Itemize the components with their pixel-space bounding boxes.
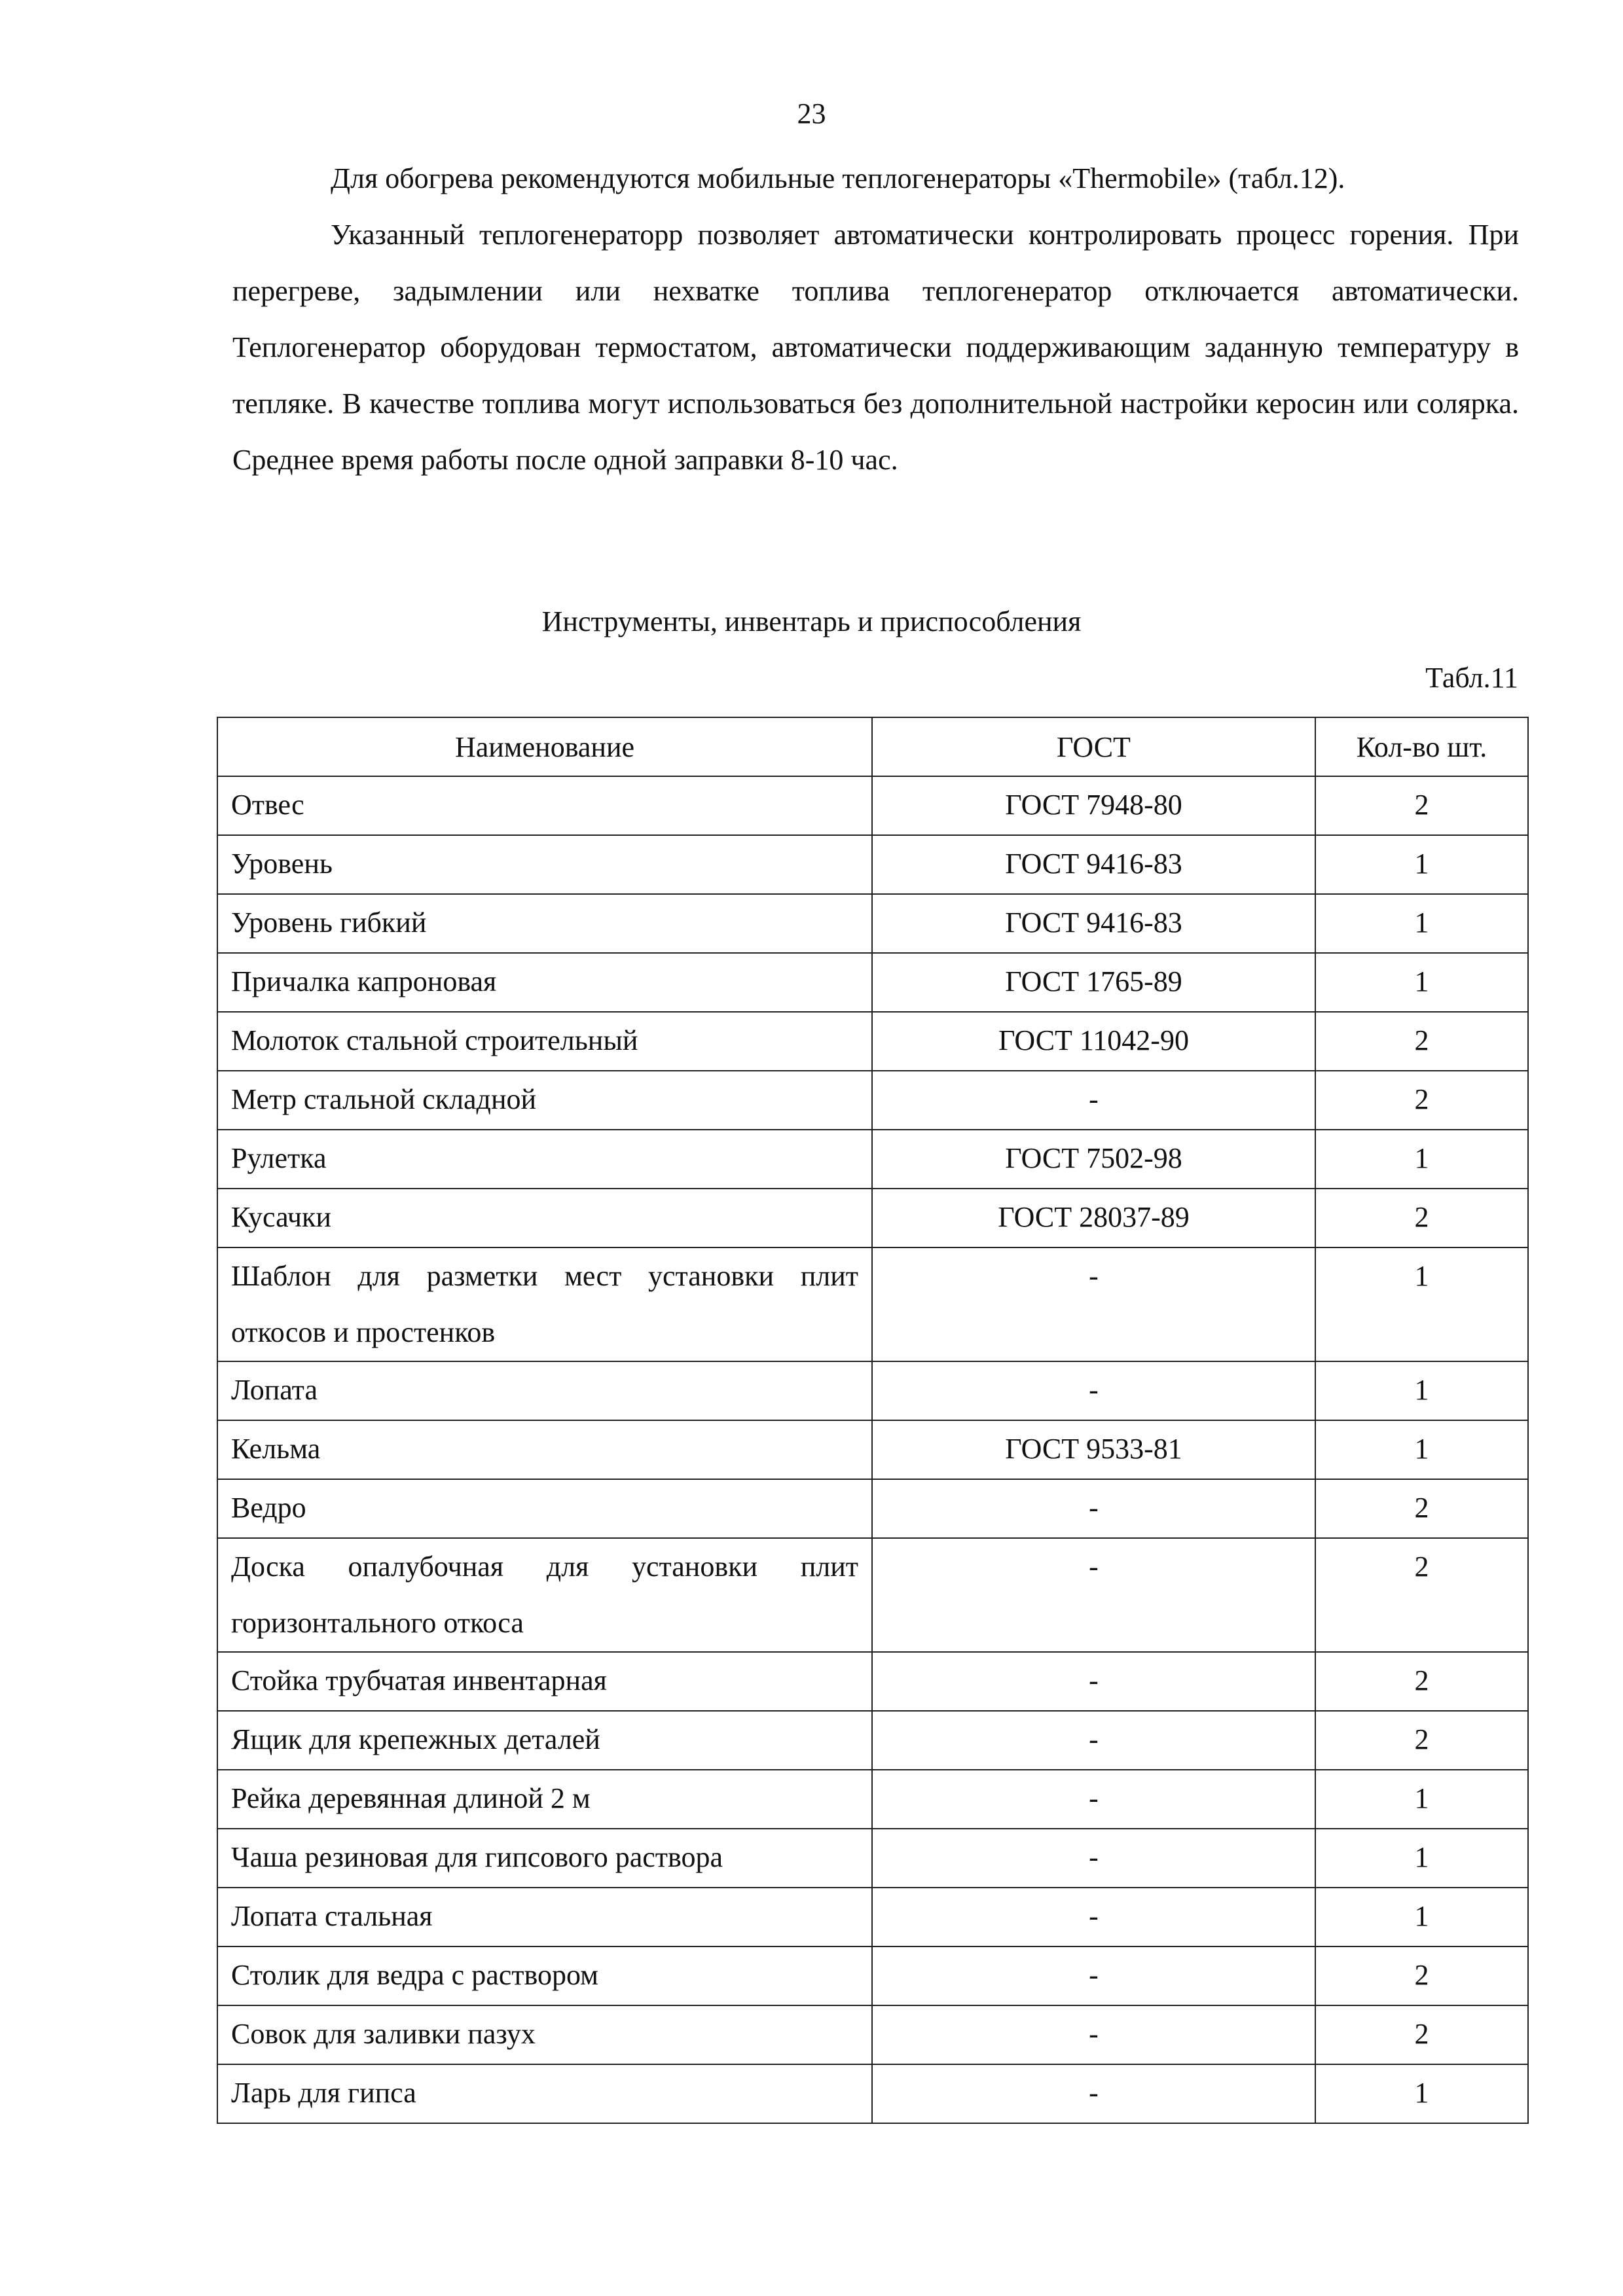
table-row (217, 1130, 1528, 1189)
cell-gost: - (872, 1361, 1315, 1420)
cell-name: Лопата стальная (217, 1888, 872, 1946)
cell-gost: ГОСТ 9533-81 (872, 1420, 1315, 1479)
cell-qty: 2 (1315, 1071, 1528, 1130)
table-row (217, 1247, 1528, 1361)
table-row (217, 1770, 1528, 1829)
cell-qty: 1 (1315, 1888, 1528, 1946)
cell-name: Стойка трубчатая инвентарная (217, 1652, 872, 1711)
cell-qty: 2 (1315, 1946, 1528, 2005)
table-row (217, 1361, 1528, 1420)
cell-name: Отвес (217, 776, 872, 835)
table-body (217, 776, 1528, 2123)
cell-gost: ГОСТ 7502-98 (872, 1130, 1315, 1189)
cell-name: Доска опалубочная для установки плит горизонтального откоса (217, 1538, 872, 1652)
cell-gost: ГОСТ 1765-89 (872, 953, 1315, 1012)
table-row (217, 1711, 1528, 1770)
table-row (217, 1829, 1528, 1888)
cell-name: Совок для заливки пазух (217, 2005, 872, 2064)
table-row (217, 835, 1528, 894)
cell-gost: - (872, 2005, 1315, 2064)
tools-table (217, 717, 1529, 2124)
cell-qty: 1 (1315, 1361, 1528, 1420)
cell-name: Молоток стальной строительный (217, 1012, 872, 1071)
cell-gost: - (872, 1538, 1315, 1652)
table-row (217, 2064, 1528, 2123)
cell-gost: ГОСТ 9416-83 (872, 835, 1315, 894)
cell-gost: ГОСТ 9416-83 (872, 894, 1315, 953)
cell-name: Метр стальной складной (217, 1071, 872, 1130)
table-number: Табл.11 (1425, 662, 1518, 694)
cell-gost: - (872, 1479, 1315, 1538)
cell-name: Ларь для гипса (217, 2064, 872, 2123)
cell-qty: 1 (1315, 1420, 1528, 1479)
cell-name: Чаша резиновая для гипсового раствора (217, 1829, 872, 1888)
cell-gost: - (872, 1711, 1315, 1770)
cell-qty: 2 (1315, 1012, 1528, 1071)
cell-name: Ведро (217, 1479, 872, 1538)
cell-qty: 1 (1315, 1770, 1528, 1829)
table-row (217, 1946, 1528, 2005)
cell-gost: - (872, 1071, 1315, 1130)
cell-name: Шаблон для разметки мест установки плит откосов и простенков (217, 1247, 872, 1361)
cell-gost: ГОСТ 11042-90 (872, 1012, 1315, 1071)
cell-qty: 2 (1315, 1538, 1528, 1652)
cell-name: Рейка деревянная длиной 2 м (217, 1770, 872, 1829)
cell-gost: ГОСТ 28037-89 (872, 1189, 1315, 1247)
cell-gost: - (872, 1888, 1315, 1946)
table-row (217, 894, 1528, 953)
cell-name: Ящик для крепежных деталей (217, 1711, 872, 1770)
page-number: 23 (797, 98, 826, 130)
cell-qty: 1 (1315, 894, 1528, 953)
cell-name: Кельма (217, 1420, 872, 1479)
cell-qty: 1 (1315, 953, 1528, 1012)
body-text (232, 151, 1519, 488)
cell-qty: 1 (1315, 1247, 1528, 1361)
cell-qty: 1 (1315, 1829, 1528, 1888)
cell-qty: 2 (1315, 1189, 1528, 1247)
cell-name: Уровень (217, 835, 872, 894)
cell-gost: ГОСТ 7948-80 (872, 776, 1315, 835)
table-row (217, 1888, 1528, 1946)
cell-gost: - (872, 1946, 1315, 2005)
cell-gost: - (872, 1652, 1315, 1711)
cell-name: Кусачки (217, 1189, 872, 1247)
cell-gost: - (872, 1770, 1315, 1829)
paragraph: Для обогрева рекомендуются мобильные теплогенераторы «Thermobile» (табл.12). (331, 162, 1345, 194)
cell-name: Уровень гибкий (217, 894, 872, 953)
table-row (217, 1652, 1528, 1711)
table-row (217, 1420, 1528, 1479)
cell-gost: - (872, 1829, 1315, 1888)
table-row (217, 953, 1528, 1012)
cell-qty: 2 (1315, 1652, 1528, 1711)
table-row (217, 2005, 1528, 2064)
column-header-gost: ГОСТ (872, 717, 1315, 776)
cell-gost: - (872, 2064, 1315, 2123)
table-row (217, 1479, 1528, 1538)
column-header-quantity: Кол-во шт. (1315, 717, 1528, 776)
paragraph: Указанный теплогенераторр позволяет автоматически контролировать процесс горения. При перегреве, задымлении или нехватке топлива теплогенератор отключается автоматически. Теплогенератор оборудован термостатом, автоматически поддерживающим заданную температуру в тепляке. В качестве топлива могут использоваться без дополнительной настройки керосин или солярка. Среднее время работы после одной заправки 8-10 час. (232, 219, 1519, 476)
cell-qty: 2 (1315, 776, 1528, 835)
cell-name: Причалка капроновая (217, 953, 872, 1012)
cell-name: Рулетка (217, 1130, 872, 1189)
cell-name: Столик для ведра с раствором (217, 1946, 872, 2005)
cell-gost: - (872, 1247, 1315, 1361)
column-header-name: Наименование (217, 717, 872, 776)
cell-qty: 2 (1315, 1479, 1528, 1538)
table-header-row (217, 717, 1528, 776)
cell-qty: 1 (1315, 2064, 1528, 2123)
table-title: Инструменты, инвентарь и приспособления (541, 605, 1082, 637)
table-row (217, 1012, 1528, 1071)
cell-qty: 1 (1315, 835, 1528, 894)
cell-qty: 2 (1315, 1711, 1528, 1770)
table-row (217, 776, 1528, 835)
cell-qty: 2 (1315, 2005, 1528, 2064)
cell-name: Лопата (217, 1361, 872, 1420)
table-row (217, 1189, 1528, 1247)
cell-qty: 1 (1315, 1130, 1528, 1189)
table-row (217, 1071, 1528, 1130)
table-row (217, 1538, 1528, 1652)
